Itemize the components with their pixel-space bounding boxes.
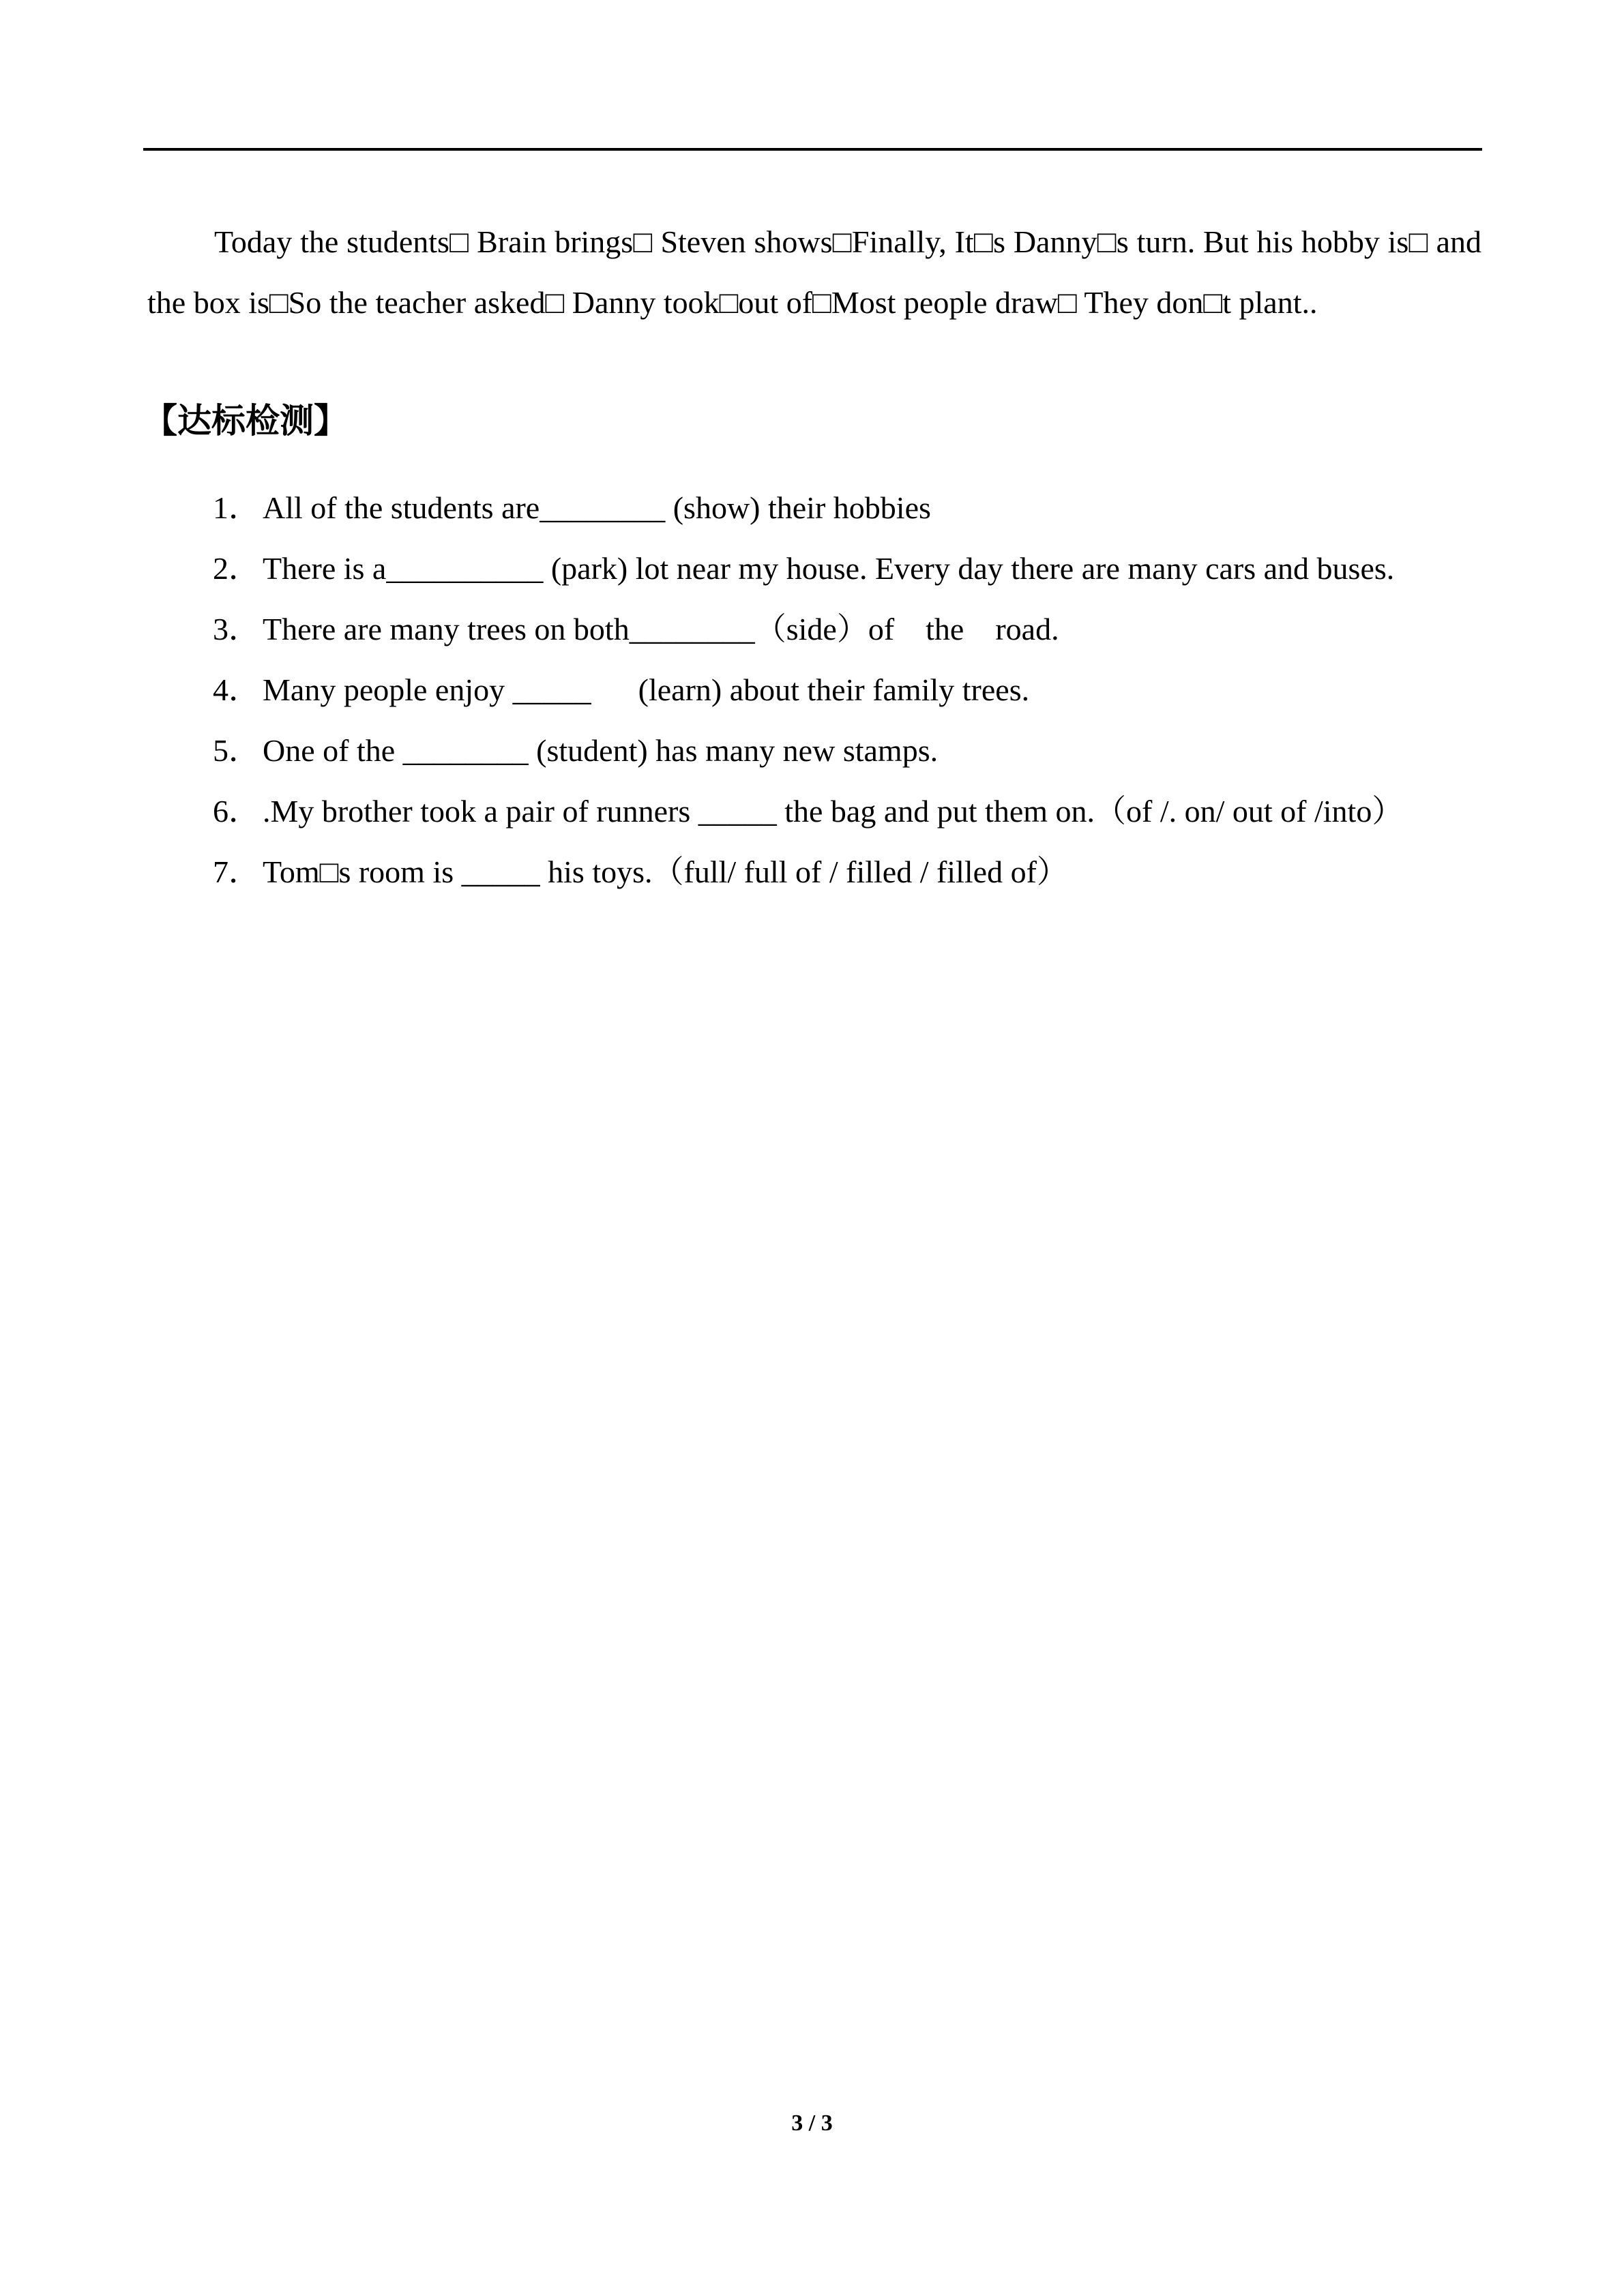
exercise-item-7 <box>213 841 1481 902</box>
exercise-item-4 <box>213 659 1481 720</box>
exercise-text: There is a__________ (park) lot near my house. Every day there are many cars and buses. <box>263 551 1395 586</box>
exercise-item-3 <box>213 599 1481 659</box>
exercise-text: One of the ________ (student) has many new stamps. <box>263 733 939 768</box>
exercise-number: 6． <box>213 794 260 829</box>
exercise-item-1 <box>213 477 1481 538</box>
exercise-number: 5． <box>213 733 260 768</box>
page-number: 3 / 3 <box>791 2111 833 2136</box>
exercise-item-5 <box>213 720 1481 781</box>
exercise-text: .My brother took a pair of runners _____ the bag and put them on.（of /. on/ out of /into） <box>263 794 1404 829</box>
header-rule <box>143 148 1482 151</box>
passage-paragraph: Today the students□ Brain brings□ Steven shows□Finally, It□s Danny□s turn. But his hobby is□ and the box is□So the teacher asked□ Danny took□out of□Most people draw□ They don□t plant.. <box>147 224 1481 320</box>
exercise-text: There are many trees on both________（side）of the road. <box>263 612 1059 646</box>
exercise-number: 2． <box>213 551 260 586</box>
exercise-text: Tom□s room is _____ his toys.（full/ full of / filled / filled of） <box>263 854 1068 889</box>
exercise-number: 4． <box>213 672 260 707</box>
exercise-item-2 <box>213 538 1481 599</box>
section-title: 【达标检测】 <box>143 401 348 441</box>
exercise-number: 1． <box>213 490 260 525</box>
exercise-text: All of the students are________ (show) their hobbies <box>263 490 931 525</box>
exercise-text: Many people enjoy _____ (learn) about their family trees. <box>263 672 1030 707</box>
exercise-list <box>213 477 1481 902</box>
exercise-item-6 <box>213 781 1481 841</box>
exercise-number: 7． <box>213 854 260 889</box>
exercise-number: 3． <box>213 612 260 646</box>
